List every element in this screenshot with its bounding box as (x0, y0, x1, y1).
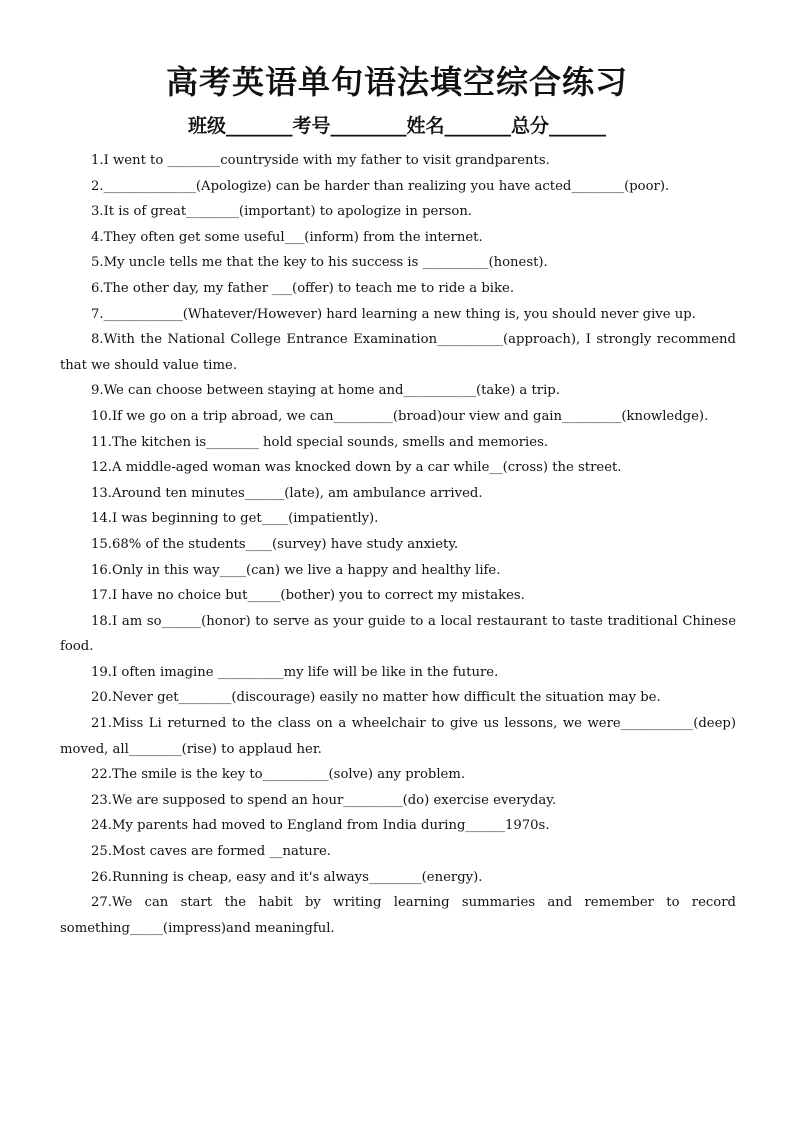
question-item: 9.We can choose between staying at home and___________(take) a trip. (91, 383, 560, 399)
question-item: 18.I am so______(honor) to serve as your guide to a local restaurant to taste traditional Chinese food. (60, 613, 736, 655)
question-item: 19.I often imagine __________my life will be like in the future. (91, 664, 499, 680)
question-item: 13.Around ten minutes______(late), am ambulance arrived. (91, 485, 483, 501)
question-item: 14.I was beginning to get____(impatiently). (91, 511, 379, 527)
question-item: 25.Most caves are formed __nature. (91, 844, 332, 860)
question-item: 21.Miss Li returned to the class on a wheelchair to give us lessons, we were___________(deep) moved, all________(rise) to applaud her. (60, 716, 736, 757)
question-item: 26.Running is cheap, easy and it's always________(energy). (91, 869, 483, 885)
student-info-line: 班级_______考号________姓名_______总分______ (187, 115, 606, 137)
question-item: 2.______________(Apologize) can be harder than realizing you have acted________(poor). (91, 178, 670, 194)
question-item: 23.We are supposed to spend an hour_________(do) exercise everyday. (91, 792, 557, 808)
question-item: 4.They often get some useful___(inform) from the internet. (91, 229, 483, 245)
question-item: 11.The kitchen is________ hold special sounds, smells and memories. (91, 434, 549, 450)
question-item: 16.Only in this way____(can) we live a happy and healthy life. (91, 562, 501, 578)
question-item: 10.If we go on a trip abroad, we can_________(broad)our view and gain_________(knowledge). (91, 408, 709, 424)
question-item: 5.My uncle tells me that the key to his success is __________(honest). (91, 255, 548, 271)
question-item: 20.Never get________(discourage) easily no matter how difficult the situation may be. (91, 690, 661, 706)
worksheet-title: 高考英语单句语法填空综合练习 (165, 63, 628, 101)
question-item: 12.A middle-aged woman was knocked down by a car while__(cross) the street. (91, 460, 622, 476)
question-item: 22.The smile is the key to__________(solve) any problem. (91, 767, 466, 783)
question-item: 27.We can start the habit by writing learning summaries and remember to record something_____(impress)and meaningful. (60, 895, 736, 936)
question-item: 7.____________(Whatever/However) hard learning a new thing is, you should never give up. (91, 306, 696, 322)
question-item: 3.It is of great________(important) to apologize in person. (91, 204, 473, 220)
question-item: 6.The other day, my father ___(offer) to teach me to ride a bike. (91, 280, 515, 296)
question-item: 1.I went to ________countryside with my father to visit grandparents. (91, 153, 550, 168)
question-item: 17.I have no choice but_____(bother) you to correct my mistakes. (91, 588, 525, 604)
question-list (60, 148, 736, 941)
question-item: 15.68% of the students____(survey) have study anxiety. (91, 536, 459, 552)
question-item: 8.With the National College Entrance Examination__________(approach), I strongly recommend that we should value time. (60, 332, 736, 373)
question-item: 24.My parents had moved to England from India during______1970s. (91, 818, 550, 834)
